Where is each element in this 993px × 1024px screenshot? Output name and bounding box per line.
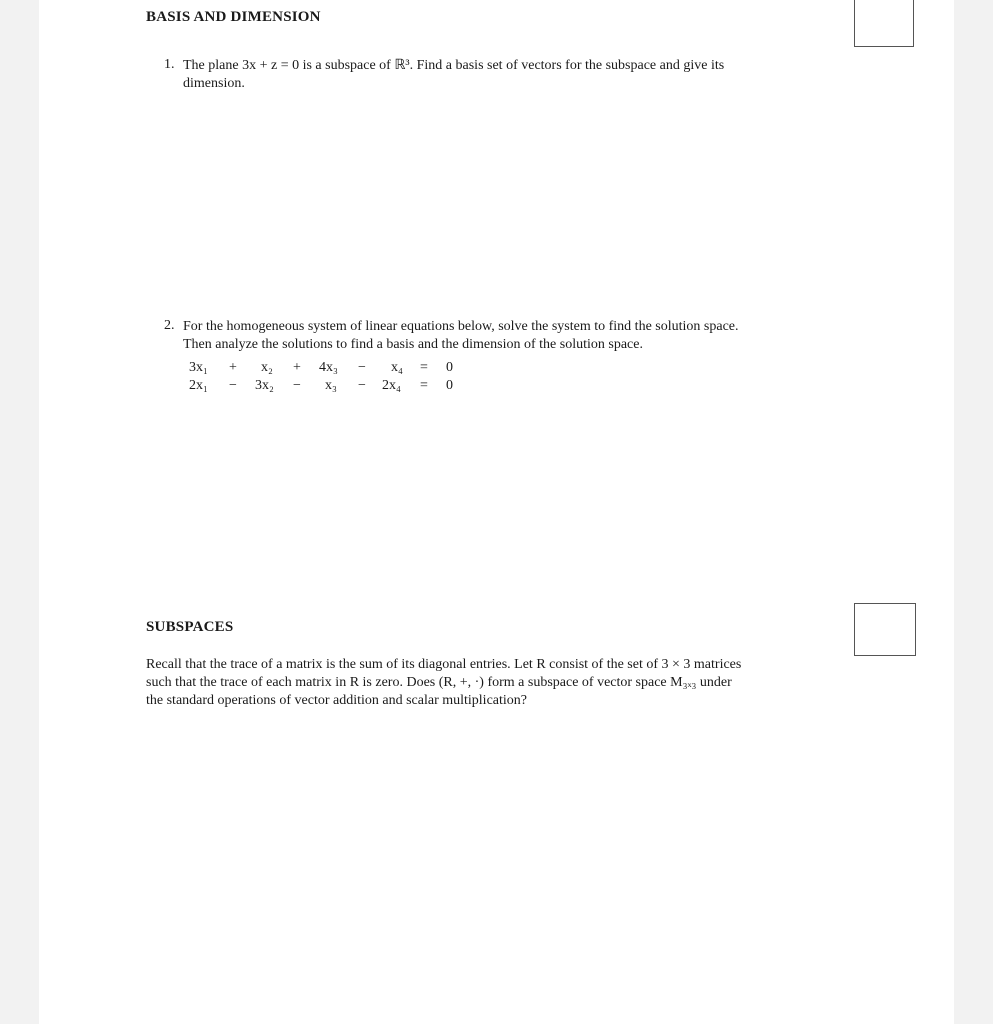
subspaces-line-2: such that the trace of each matrix in R is zero. Does (R, +, ·) form a subspace of vector space M₃ₓ₃ under [146, 675, 732, 690]
eq1-op-1: + [229, 360, 237, 375]
eq1-op-3: − [358, 360, 366, 375]
question-2-line-2: Then analyze the solutions to find a basis and the dimension of the solution space. [183, 337, 643, 352]
score-box-subspaces[interactable] [854, 603, 916, 656]
eq2-term-1: 2x₁ [189, 378, 208, 393]
question-1-line-2: dimension. [183, 76, 245, 91]
eq1-term-4: x₄ [391, 360, 403, 375]
section-title-subspaces: SUBSPACES [146, 619, 234, 635]
question-2-number: 2. [164, 318, 175, 333]
eq2-term-4: 2x₄ [382, 378, 401, 393]
eq1-term-1: 3x₁ [189, 360, 208, 375]
eq2-rhs: 0 [446, 378, 453, 393]
eq1-equals: = [420, 360, 428, 375]
eq2-term-2: 3x₂ [255, 378, 274, 393]
eq1-rhs: 0 [446, 360, 453, 375]
subspaces-line-3: the standard operations of vector addition and scalar multiplication? [146, 693, 527, 708]
eq1-term-2: x₂ [261, 360, 273, 375]
question-2-line-1: For the homogeneous system of linear equations below, solve the system to find the solution space. [183, 319, 739, 334]
question-1-line-1: The plane 3x + z = 0 is a subspace of ℝ³. Find a basis set of vectors for the subspace and give its [183, 58, 725, 73]
subspaces-line-1: Recall that the trace of a matrix is the sum of its diagonal entries. Let R consist of the set of 3 × 3 matrices [146, 657, 742, 672]
document-page [39, 0, 954, 1024]
score-box-basis-dimension[interactable] [854, 0, 914, 47]
eq2-op-3: − [358, 378, 366, 393]
eq1-op-2: + [293, 360, 301, 375]
eq1-term-3: 4x₃ [319, 360, 338, 375]
question-1-number: 1. [164, 57, 175, 72]
eq2-term-3: x₃ [325, 378, 337, 393]
section-title-basis-dimension: BASIS AND DIMENSION [146, 9, 321, 25]
eq2-equals: = [420, 378, 428, 393]
eq2-op-1: − [229, 378, 237, 393]
eq2-op-2: − [293, 378, 301, 393]
